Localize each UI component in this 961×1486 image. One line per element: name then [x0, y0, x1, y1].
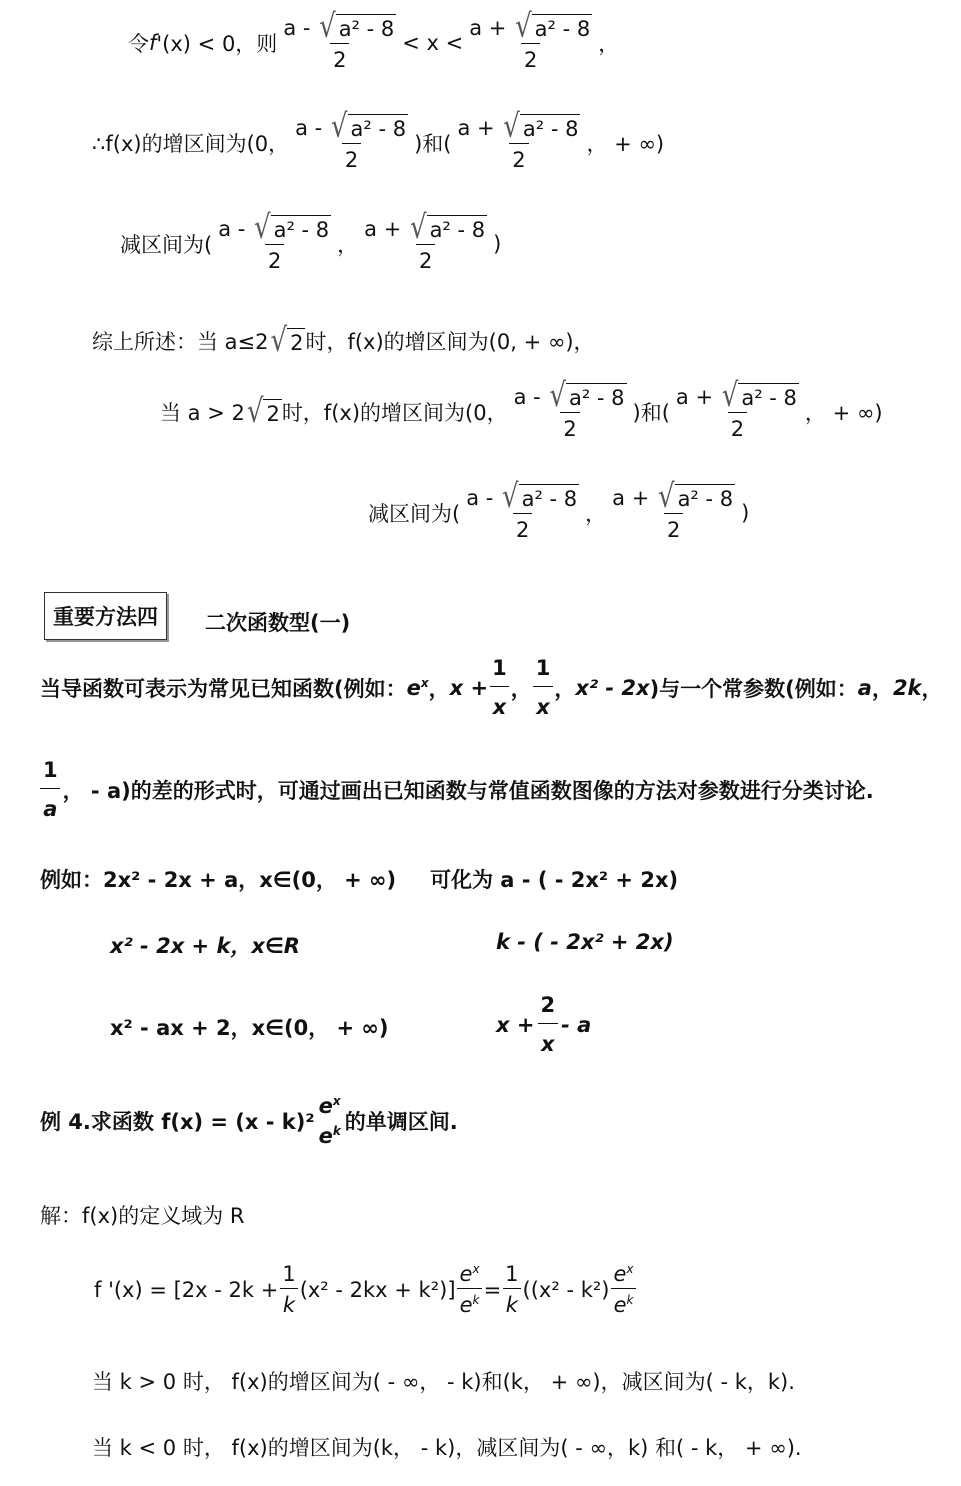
text: a² - 8	[519, 484, 580, 511]
text: k	[332, 1124, 341, 1138]
text: a -	[513, 385, 548, 409]
desc-line-2	[40, 758, 874, 821]
text: e	[459, 1262, 473, 1286]
text: 当 k < 0 时， f(x)的增区间为(k， - k)，减区间为( - ∞，k) 和( - k， + ∞).	[92, 1436, 802, 1460]
text: 2	[416, 244, 435, 273]
text: 1	[535, 656, 551, 680]
text: e	[613, 1293, 627, 1317]
text: x² - 2x + k，x∈R	[110, 934, 300, 958]
text: )和(	[414, 132, 452, 156]
text: a² - 8	[738, 383, 799, 410]
text: 减区间为(	[120, 233, 213, 257]
fraction: a + √ a² - 8 2	[675, 377, 797, 441]
text: a² - 8	[336, 14, 397, 41]
text: x	[533, 686, 553, 719]
fraction: a - √ a² - 8 2	[295, 108, 407, 172]
text: 2	[560, 412, 579, 441]
text: k	[280, 1288, 298, 1317]
solution-case-k-positive	[92, 1366, 795, 1396]
solution-derivative	[94, 1262, 638, 1317]
text: k	[472, 1293, 480, 1307]
text: (x² - 2kx + k²)]	[299, 1277, 456, 1302]
fraction: a - √ a² - 8 2	[466, 478, 578, 542]
text: 2	[521, 43, 540, 72]
text: a -	[466, 486, 500, 510]
line-case-a-decreasing	[368, 478, 750, 542]
text: )和(	[632, 401, 670, 425]
text: a² - 8	[675, 484, 736, 511]
text: a	[40, 788, 60, 821]
text: ，	[585, 502, 607, 526]
text: 2	[263, 399, 281, 426]
text: 2	[287, 328, 305, 355]
line-decreasing-interval	[120, 209, 502, 273]
text: x² - ax + 2，x∈(0， + ∞)	[110, 1016, 389, 1040]
line-summary: 综上所述：当 a≤2 √ 2 时，f(x)的增区间为(0, + ∞)，	[92, 321, 595, 360]
text: < x <	[402, 31, 464, 55]
text: =	[483, 1277, 502, 1302]
text: e	[459, 1293, 473, 1317]
text: k	[626, 1293, 634, 1307]
text: a +	[612, 486, 656, 510]
text: a² - 8	[566, 383, 627, 410]
fraction	[489, 656, 510, 719]
text: ，	[554, 676, 576, 701]
example-row-3-right	[496, 993, 591, 1056]
text: 时，f(x)的增区间为(0，	[281, 401, 508, 425]
line-increasing-interval	[92, 108, 665, 172]
text: 例 4.求函数 f(x) = (x - k)²	[40, 1110, 315, 1134]
solution-domain	[40, 1200, 244, 1230]
text: )	[493, 232, 502, 256]
text: 1	[492, 656, 507, 680]
text: 2	[513, 513, 532, 542]
text: k	[503, 1288, 521, 1317]
text: ， - a)的差的形式时，可通过画出已知函数与常值函数图像的方法对参数进行分类讨论.	[62, 778, 874, 803]
text: ∴f(x)的增区间为(0，	[92, 132, 290, 156]
text: 当 k > 0 时， f(x)的增区间为( - ∞， - k)和(k， + ∞)，减区间为( - k，k).	[92, 1370, 795, 1394]
text: x +	[449, 675, 489, 700]
text: a +	[469, 16, 514, 40]
text: 可化为 a - ( - 2x² + 2x)	[430, 868, 679, 892]
text: 2	[265, 244, 284, 273]
fraction: a + √ a² - 8 2	[364, 209, 486, 273]
text: 令	[128, 32, 149, 56]
text: x	[538, 1023, 558, 1056]
line-case-a-greater: 当 a > 2 √ 2 时，f(x)的增区间为(0， a - √ a² - 8 2 )和( a + √ a² - 8 2 ， + ∞)	[160, 377, 883, 441]
fraction: a - √ a² - 8 2	[513, 377, 625, 441]
fraction	[457, 1262, 483, 1317]
text: ，	[871, 676, 893, 701]
example-4-statement	[40, 1094, 458, 1148]
text: a +	[457, 116, 502, 140]
text: a -	[283, 16, 318, 40]
text: x	[332, 1094, 341, 1108]
text: a	[857, 675, 872, 700]
text: ， + ∞)	[804, 401, 883, 425]
text: )与一个常参数(例如：	[649, 676, 858, 701]
example-row-1-left	[40, 864, 396, 894]
text: 2	[540, 993, 556, 1017]
text: e	[318, 1094, 333, 1118]
text: - a	[561, 1012, 592, 1037]
fraction	[316, 1094, 344, 1148]
method-box: 重要方法四	[44, 592, 167, 640]
solution-case-k-negative	[92, 1432, 802, 1462]
text: 1	[505, 1262, 519, 1286]
text: 当 a > 2	[160, 401, 245, 425]
text: 2	[330, 43, 349, 72]
text: ((x² - k²)	[522, 1277, 610, 1302]
text: 2	[342, 143, 361, 172]
fraction	[533, 656, 554, 719]
fraction: a - √ a² - 8 2	[283, 8, 395, 72]
fraction	[40, 758, 61, 821]
fraction: a + √ a² - 8 2	[457, 108, 579, 172]
text: x	[472, 1262, 480, 1276]
text: ，	[921, 676, 943, 701]
method-header	[44, 592, 350, 640]
text: ，	[510, 676, 532, 701]
text: e	[406, 675, 421, 700]
text: x	[626, 1262, 634, 1276]
text: x	[490, 686, 510, 719]
text: a² - 8	[271, 215, 332, 242]
text: 减区间为(	[368, 502, 461, 526]
fraction: a - √ a² - 8 2	[218, 209, 330, 273]
text: ，	[598, 32, 620, 56]
text: a -	[295, 116, 329, 140]
text: e	[613, 1262, 627, 1286]
text: a² - 8	[427, 215, 488, 242]
fraction: a + √ a² - 8 2	[612, 478, 734, 542]
text: a² - 8	[532, 14, 593, 41]
text: 1	[282, 1262, 296, 1286]
text: 例如：2x² - 2x + a，x∈(0， + ∞)	[40, 868, 397, 892]
text: 综上所述：当 a≤2	[92, 330, 269, 354]
fraction	[502, 1262, 521, 1317]
text: 2	[509, 143, 528, 172]
text: x² - 2x	[575, 675, 650, 700]
text: ，	[337, 233, 359, 257]
text: f '(x) = [2x - 2k +	[94, 1277, 279, 1302]
example-row-3-left	[110, 1012, 389, 1042]
line-derivative-negative	[128, 8, 620, 72]
text: )	[741, 501, 750, 525]
example-row-2-left	[110, 930, 300, 960]
text: a² - 8	[348, 114, 409, 141]
text: 当导函数可表示为常见已知函数(例如：	[40, 676, 407, 701]
text: 时，f(x)的增区间为(0, + ∞)，	[305, 330, 595, 354]
text: k - ( - 2x² + 2x)	[496, 930, 674, 954]
example-row-2-right	[496, 930, 674, 954]
text: x +	[496, 1012, 535, 1037]
text: 解：f(x)的定义域为 R	[40, 1204, 245, 1228]
example-row-1-right	[430, 864, 678, 894]
fraction	[537, 993, 558, 1056]
fraction	[279, 1262, 298, 1317]
text: a +	[675, 385, 720, 409]
text: 1	[43, 758, 58, 782]
text: 的单调区间.	[344, 1110, 458, 1134]
text: '(x) < 0，则	[156, 32, 278, 56]
desc-line-1	[40, 656, 943, 719]
fraction	[610, 1262, 636, 1317]
text: 2	[664, 513, 683, 542]
method-title: 二次函数型(一)	[205, 611, 351, 635]
text: a -	[218, 217, 252, 241]
text: a +	[364, 217, 408, 241]
text: f	[149, 31, 157, 55]
fraction: a + √ a² - 8 2	[469, 8, 591, 72]
text: ， + ∞)	[586, 132, 665, 156]
text: 2k	[892, 675, 922, 700]
text: ，	[428, 676, 450, 701]
text: a² - 8	[520, 114, 581, 141]
text: 2	[728, 412, 747, 441]
text: e	[318, 1124, 333, 1148]
text: x	[420, 675, 429, 690]
